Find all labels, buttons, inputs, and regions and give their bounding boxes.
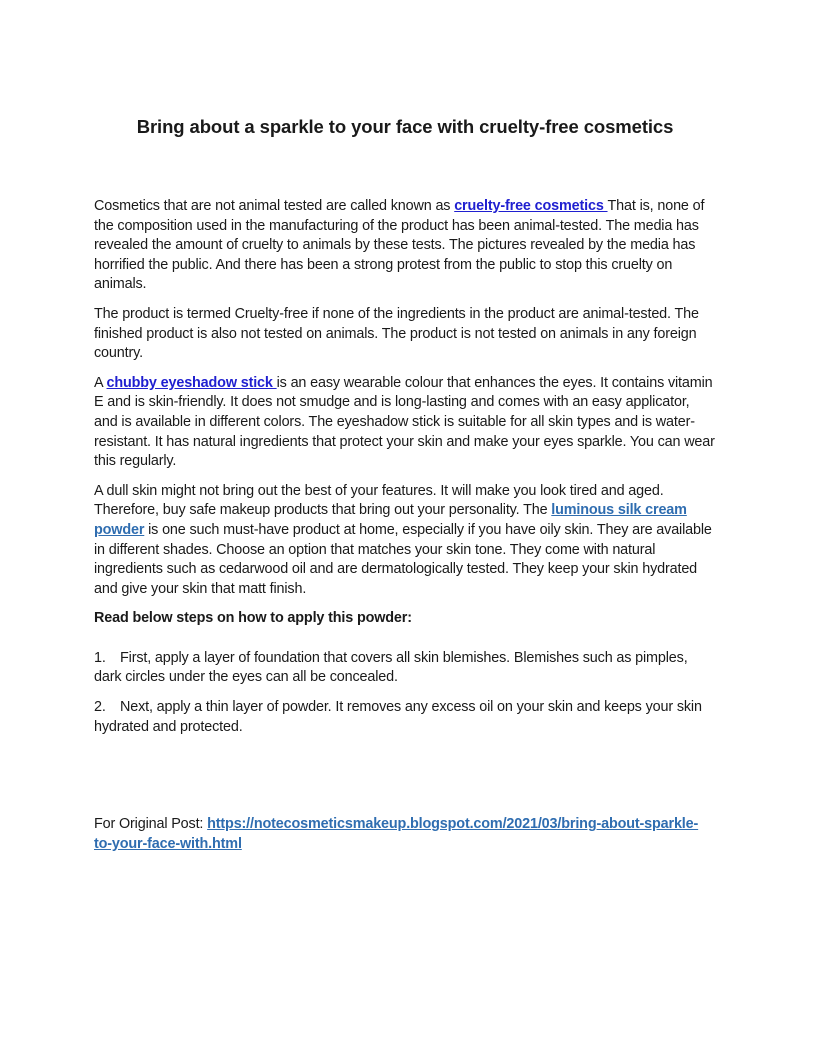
- paragraph-definition: The product is termed Cruelty-free if none of the ingredients in the product are animal-tested. The finished product is also not tested on animals. The product is not tested on animals in any foreign country.: [94, 305, 699, 362]
- original-post-link[interactable]: https://notecosmeticsmakeup.blogspot.com/2021/03/bring-about-sparkle-to-your-face-with.html: [94, 816, 699, 852]
- paragraph-powder: [94, 482, 716, 600]
- footer-label: For Original Post:: [94, 816, 208, 832]
- p3-after: is an easy wearable colour that enhances the eyes. It contains vitamin E and is skin-friendly. It does not smudge and is long-lasting and comes with an easy applicator, and is available in different colors. The eyeshadow stick is suitable for all skin types and is water-resistant. It has natural ingredients that protect your skin and make your eyes sparkle. You can wear this regularly.: [94, 374, 715, 470]
- p4-after: is one such must-have product at home, especially if you have oily skin. They are available in different shades. Choose an option that matches your skin tone. They come with natural ingredients such as cedarwood oil and are dermatologically tested. They keep your skin hydrated and give your skin that matt finish.: [94, 521, 712, 597]
- p4-before: A dull skin might not bring out the best of your features. It will make you look tired and aged. Therefore, buy safe makeup products that bring out your personality. The: [94, 482, 664, 519]
- list-item: [94, 649, 716, 688]
- list-item: [94, 698, 716, 737]
- original-post-footer: [94, 815, 716, 854]
- p3-before: A: [94, 374, 107, 391]
- p1-before: Cosmetics that are not animal tested are called known as: [94, 198, 455, 214]
- list-text: Next, apply a thin layer of powder. It removes any excess oil on your skin and keeps your skin hydrated and protected.: [94, 699, 702, 735]
- link-chubby-eyeshadow-stick[interactable]: chubby eyeshadow stick: [106, 374, 277, 391]
- list-number: 1.: [94, 649, 106, 666]
- page-title: Bring about a sparkle to your face with cruelty-free cosmetics: [136, 116, 674, 137]
- article-body: [94, 197, 716, 747]
- list-text: First, apply a layer of foundation that covers all skin blemishes. Blemishes such as pimples, dark circles under the eyes can all be concealed.: [94, 649, 688, 686]
- link-luminous-silk-cream-powder[interactable]: luminous silk cream powder: [94, 502, 687, 538]
- link-cruelty-free-cosmetics[interactable]: cruelty-free cosmetics: [454, 198, 608, 214]
- list-number: 2.: [94, 699, 106, 716]
- paragraph-eyeshadow: [94, 374, 716, 472]
- steps-heading: Read below steps on how to apply this powder:: [94, 610, 412, 627]
- paragraph-intro: [94, 197, 716, 295]
- p1-after: That is, none of the composition used in the manufacturing of the product has been animal-tested. The media has revealed the amount of cruelty to animals by these tests. The pictures revealed by the media has horrified the public. And there has been a strong protest from the public to stop this cruelty on animals.: [94, 198, 705, 293]
